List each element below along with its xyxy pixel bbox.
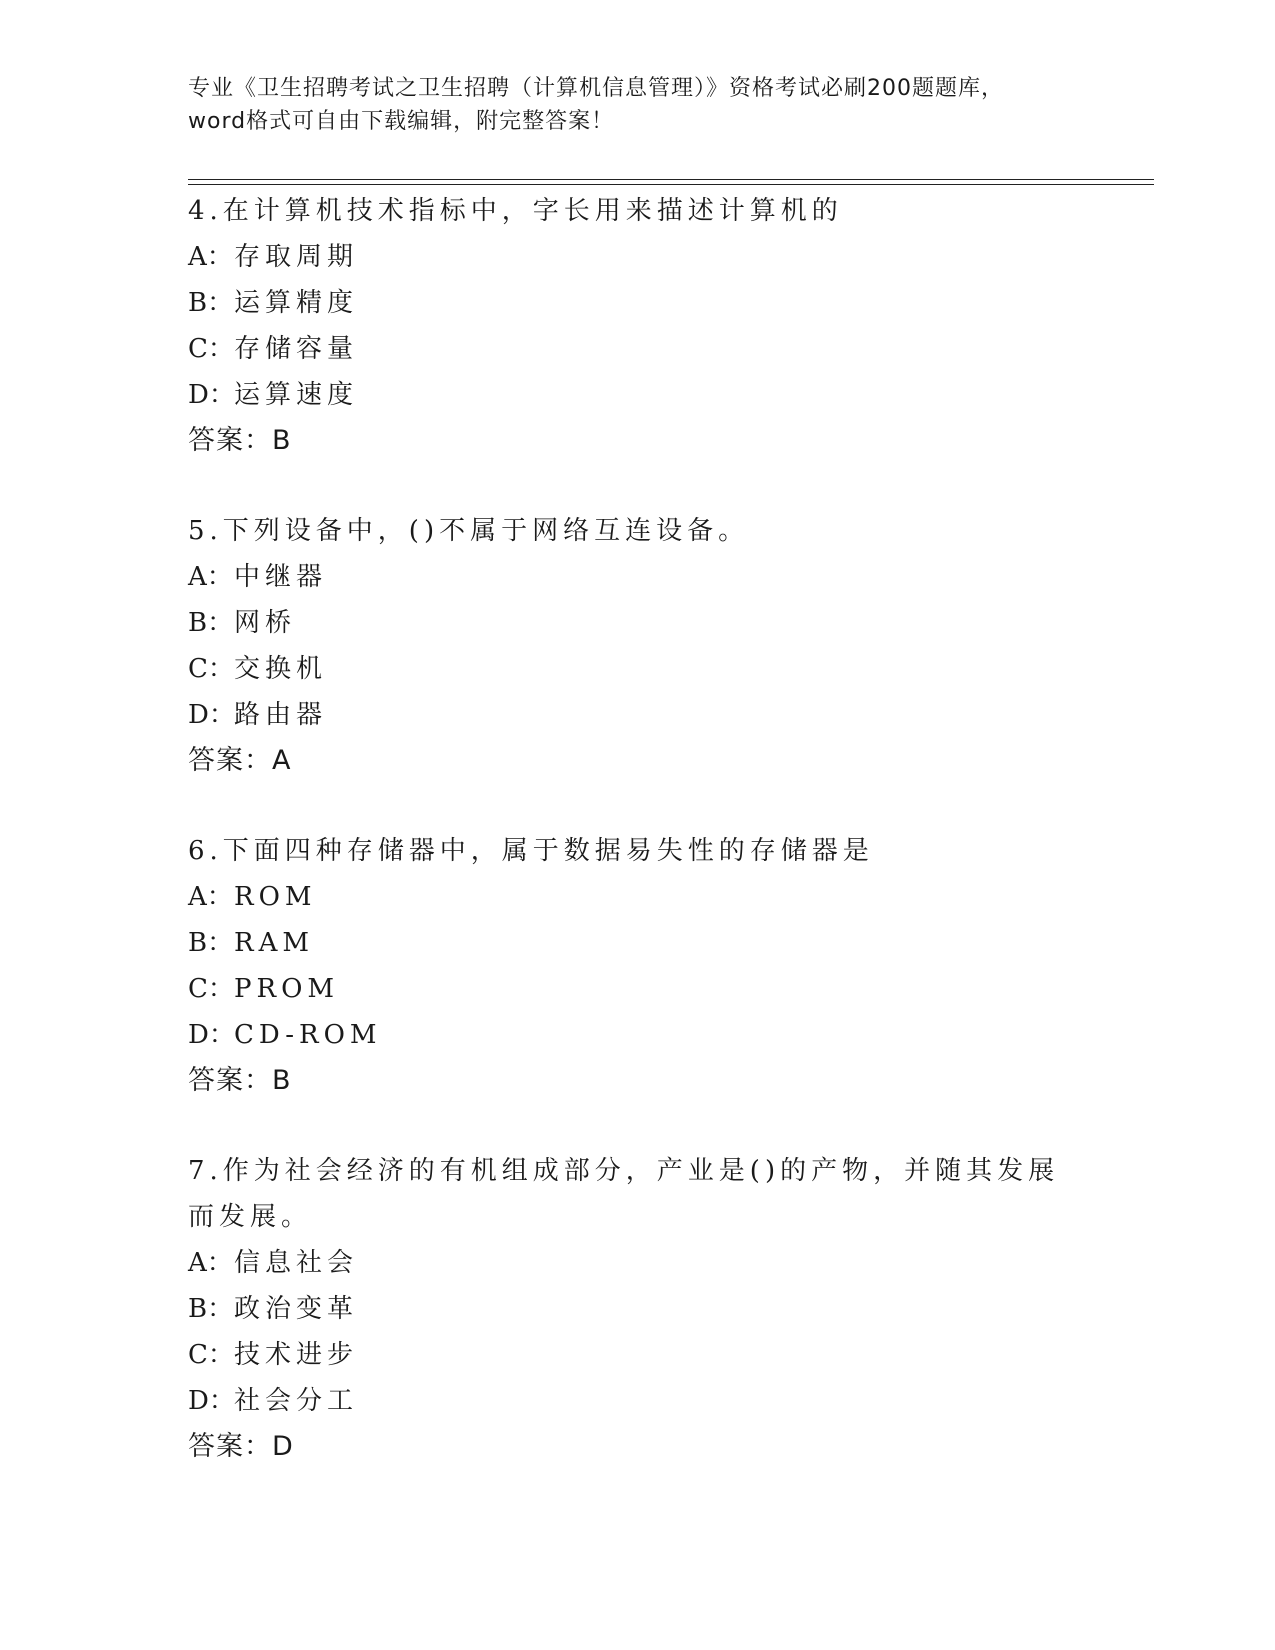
option-letter: D： (188, 380, 235, 410)
answer: 答案：B (188, 1065, 292, 1096)
option-letter: D： (188, 1386, 235, 1416)
option-a (188, 234, 1088, 280)
option-text: CD-ROM (234, 1020, 382, 1050)
question-stem: 7.作为社会经济的有机组成部分，产业是()的产物，并随其发展而发展。 (188, 1156, 1060, 1232)
option-letter: C： (188, 654, 234, 684)
question-5 (188, 508, 1088, 784)
option-d (188, 1378, 1088, 1424)
option-d (188, 1012, 1088, 1058)
option-text: 存取周期 (234, 242, 359, 272)
option-letter: D： (188, 1020, 235, 1050)
option-a (188, 1240, 1088, 1286)
option-text: 路由器 (234, 700, 328, 730)
option-letter: A： (188, 242, 233, 272)
option-text: 技术进步 (234, 1340, 359, 1370)
option-letter: C： (188, 334, 234, 364)
header-divider-bottom (188, 184, 1154, 185)
option-a (188, 554, 1088, 600)
option-text: 网桥 (234, 608, 297, 638)
option-text: 交换机 (234, 654, 328, 684)
option-b (188, 1286, 1088, 1332)
question-4 (188, 188, 1088, 464)
option-c (188, 966, 1088, 1012)
option-text: 运算速度 (234, 380, 359, 410)
option-text: 运算精度 (234, 288, 359, 318)
option-b (188, 280, 1088, 326)
option-b (188, 600, 1088, 646)
option-c (188, 1332, 1088, 1378)
option-letter: A： (188, 1248, 233, 1278)
question-stem: 6.下面四种存储器中，属于数据易失性的存储器是 (188, 836, 874, 866)
option-letter: B： (188, 608, 234, 638)
option-letter: B： (188, 288, 234, 318)
option-text: 信息社会 (234, 1248, 359, 1278)
answer: 答案：B (188, 425, 292, 456)
question-stem: 5.下列设备中，()不属于网络互连设备。 (188, 516, 750, 546)
option-text: PROM (234, 974, 340, 1004)
header-line-2: word格式可自由下载编辑，附完整答案！ (188, 109, 615, 134)
header-divider-top (188, 179, 1154, 180)
option-letter: B： (188, 1294, 234, 1324)
option-b (188, 920, 1088, 966)
option-letter: A： (188, 562, 233, 592)
question-7 (188, 1148, 1088, 1470)
option-letter: D： (188, 700, 235, 730)
option-c (188, 326, 1088, 372)
option-letter: B： (188, 928, 234, 958)
option-letter: C： (188, 1340, 234, 1370)
option-text: ROM (234, 882, 317, 912)
option-text: 社会分工 (234, 1386, 359, 1416)
option-d (188, 372, 1088, 418)
document-header (188, 72, 1088, 138)
question-stem: 4.在计算机技术指标中，字长用来描述计算机的 (188, 196, 843, 226)
option-letter: A： (188, 882, 233, 912)
option-letter: C： (188, 974, 234, 1004)
option-d (188, 692, 1088, 738)
option-text: 存储容量 (234, 334, 359, 364)
question-6 (188, 828, 1088, 1104)
option-text: 政治变革 (234, 1294, 359, 1324)
answer: 答案：D (188, 1431, 294, 1462)
option-text: 中继器 (234, 562, 328, 592)
option-c (188, 646, 1088, 692)
header-line-1: 专业《卫生招聘考试之卫生招聘（计算机信息管理）》资格考试必刷200题题库， (188, 76, 1004, 101)
answer: 答案：A (188, 745, 292, 776)
option-a (188, 874, 1088, 920)
option-text: RAM (234, 928, 314, 958)
